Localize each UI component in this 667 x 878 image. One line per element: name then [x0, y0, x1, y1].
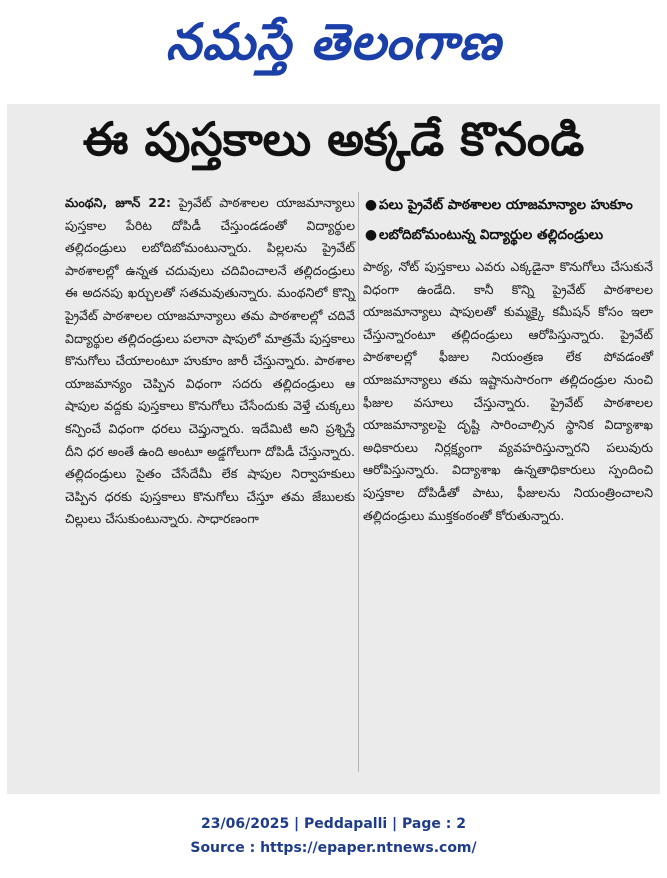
- highlight-item: [363, 192, 653, 218]
- article-right-column: [363, 192, 653, 527]
- article-body-left: [65, 192, 355, 531]
- article-body-left-text: ప్రైవేట్ పాఠశాలల యాజమాన్యాలు పుస్తకాల పేరిట దోపిడీ చేస్తుండడంతో విద్యార్థుల తల్లిదండ్రులు లబోదిబోమంటున్నారు. పిల్లలను ప్రైవేట్ పాఠశాలల్లో ఉన్నత చదువులు చదివించాలనే తల్లిదండ్రులు ఈ అదనపు ఖర్చులతో సతమవుతున్నారు. మంథనిలో కొన్ని ప్రైవేట్ పాఠశాలల యాజమాన్యాలు తమ పాఠశాలల్లో చదివే విద్యార్థుల తల్లిదండ్రులు పలానా షాపులో మాత్రమే పుస్తకాలు కొనుగోలు చేయాలంటూ హుకూం జారీ చేస్తున్నారు. పాఠశాల యాజమాన్యం చెప్పిన విధంగా సదరు తల్లిదండ్రులు ఆ షాపుల వద్దకు పుస్తకాలు కొనుగోలు చేసేందుకు వెళ్తే చుక్కలు కన్పించే విధంగా ధరలు చెప్తున్నారు. ఇదేమిటి అని ప్రశ్నిస్తే దీని ధర అంతే ఉంది అంటూ అడ్డగోలుగా దోపిడీ చేస్తున్నారు. తల్లిదండ్రులు సైతం చేసేదేమీ లేక షాపుల నిర్వాహకులు చెప్పిన ధరకు పుస్తకాలు కొనుగోలు చేస్తూ తమ జేబులకు చిల్లులు చేసుకుంటున్నారు. సాధారణంగా: [65, 195, 355, 527]
- page-footer: [0, 812, 667, 860]
- highlights-list: [363, 192, 653, 248]
- edition-info: 23/06/2025 | Peddapalli | Page : 2: [201, 816, 466, 832]
- article-dateline: మంథని, జూన్ 22:: [65, 195, 171, 210]
- bullet-icon: ●: [364, 227, 378, 243]
- highlight-text: పలు ప్రైవేట్ పాఠశాలల యాజమాన్యాల హుకూం: [379, 197, 633, 213]
- bullet-icon: ●: [364, 197, 378, 213]
- column-divider: [358, 192, 359, 772]
- highlight-text: లబోదిబోమంటున్న విద్యార్థుల తల్లిదండ్రులు: [379, 227, 604, 243]
- article-left-column: [65, 192, 355, 531]
- news-clipping: [7, 104, 660, 794]
- highlight-item: [363, 222, 653, 248]
- source-link[interactable]: Source : https://epaper.ntnews.com/: [190, 840, 477, 856]
- article-body-right: పాఠ్య, నోట్ పుస్తకాలు ఎవరు ఎక్కడైనా కొనుగోలు చేసుకునే విధంగా ఉండేది. కానీ కొన్ని ప్రైవేట్ పాఠశాలల యాజమాన్యాలు షాపులతో కుమ్మక్కై కమీషన్ కోసం ఇలా చేస్తున్నారంటూ తల్లిదండ్రులు ఆరోపిస్తున్నారు. ప్రైవేట్ పాఠశాలల్లో ఫీజుల నియంత్రణ లేక పోవడంతో యాజమాన్యాలు తమ ఇష్టానుసారంగా తల్లిదండ్రుల నుంచి ఫీజుల వసూలు చేస్తున్నారు. ప్రైవేట్ పాఠశాలల యాజమాన్యాలపై దృష్టి సారించాల్సిన స్థానిక విద్యాశాఖ అధికారులు నిర్లక్ష్యంగా వ్యవహరిస్తున్నారని పలువురు ఆరోపిస్తున్నారు. విద్యాశాఖ ఉన్నతాధికారులు స్పందించి పుస్తకాల దోపిడీతో పాటు, ఫీజులను నియంత్రించాలని తల్లిదండ్రులు ముక్తకంఠంతో కోరుతున్నారు.: [363, 259, 653, 523]
- masthead: [0, 0, 667, 96]
- article-headline: ఈ పుస్తకాలు అక్కడే కొనండి: [82, 112, 585, 166]
- newspaper-logo: నమస్తే తెలంగాణ: [165, 12, 502, 71]
